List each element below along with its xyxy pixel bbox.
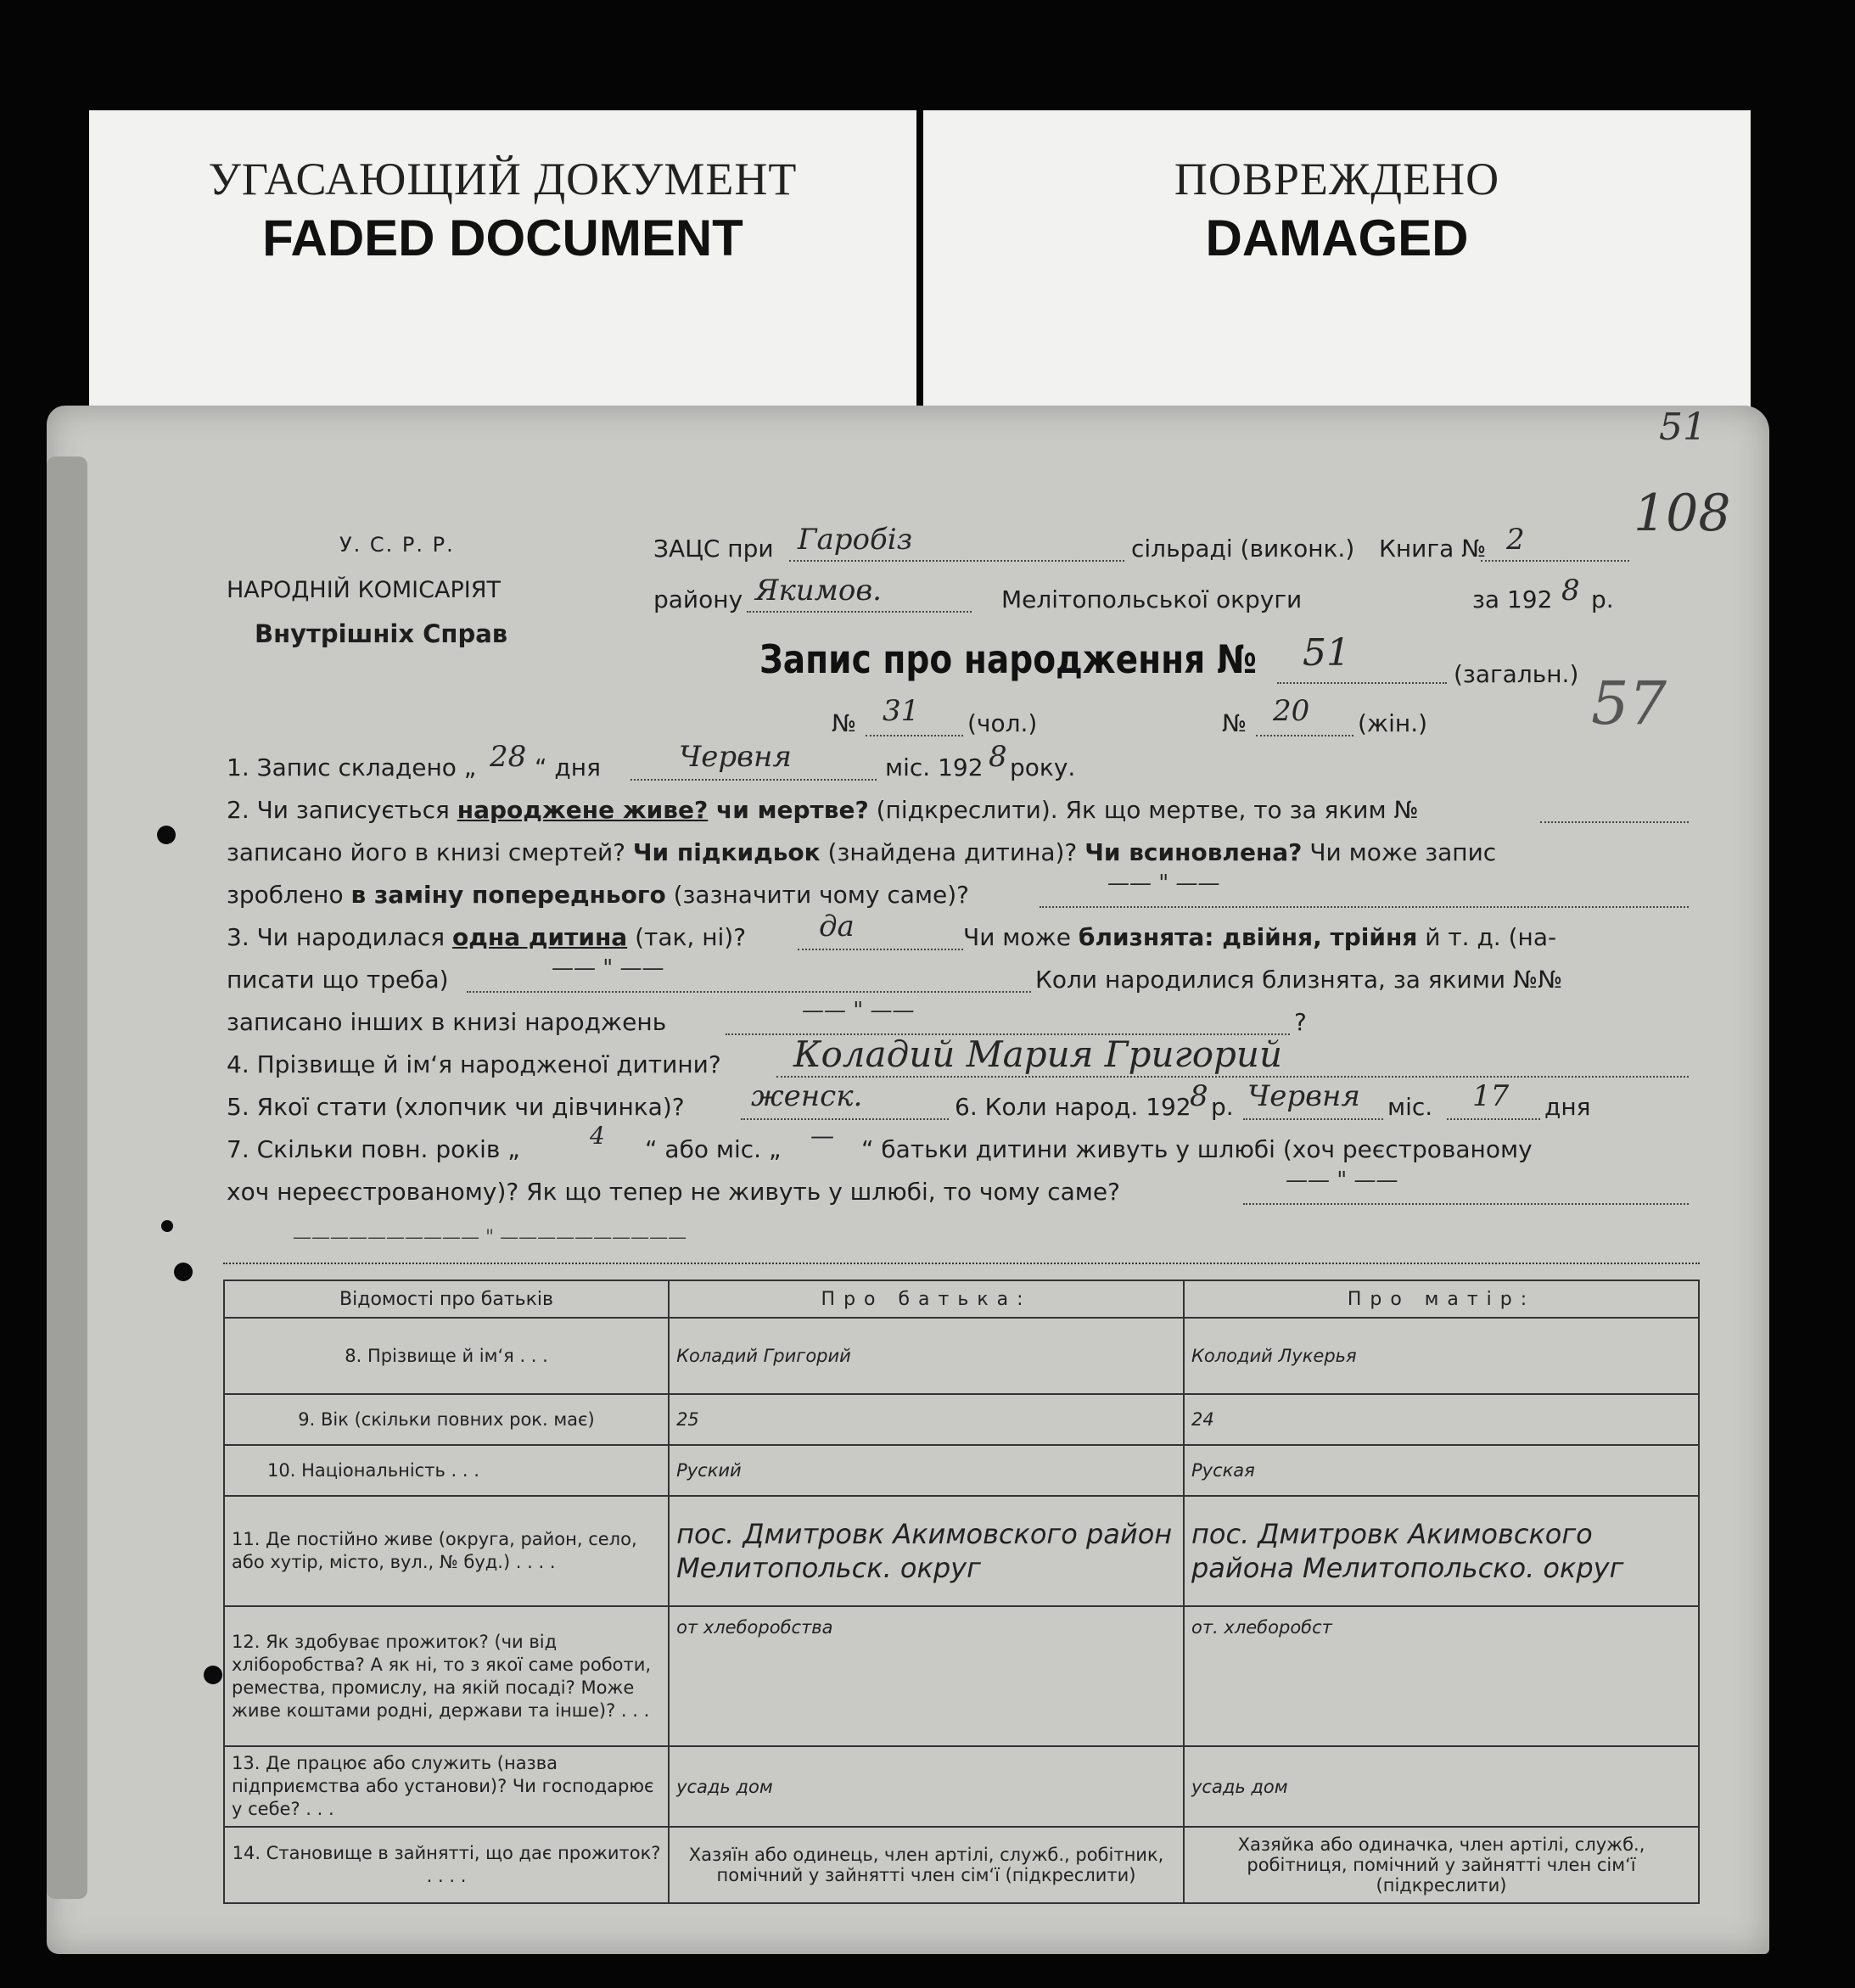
book-number: 2 [1506,523,1525,557]
table-row [224,1746,1699,1827]
mother-name: Колодий Лукерья [1184,1318,1699,1394]
birth-record-sheet [47,406,1769,1954]
row-label: 8. Прізвище й ім‘я . . . [224,1318,669,1394]
q7-line1-b: “ або міс. „ [645,1135,782,1163]
q3-line3: записано інших в книзі народжень [227,1008,667,1036]
header-mother: Про матір: [1184,1280,1699,1318]
sheet-worn-edge [47,456,87,1899]
table-row [224,1394,1699,1445]
q1-label: 1. Запис складено „ [227,753,477,781]
label-damaged-ru: ПОВРЕЖДЕНО [1174,154,1500,204]
q2-reason-dots [1040,906,1689,908]
margin-note-51: 51 [1659,406,1706,449]
punch-hole [174,1263,193,1281]
row-label: 14. Становище в зайнятті, що дає прожиток? . . . . [224,1827,669,1903]
q6-day-dots [1447,1118,1540,1120]
female-no-dots [1256,735,1353,736]
q1-day: 28 [490,740,527,774]
punch-hole [204,1666,222,1684]
father-livelihood: от хлеборобства [669,1606,1184,1746]
table-header-row [224,1280,1699,1318]
q7-continuation: —————————— " —————————— [293,1227,687,1248]
q4-label: 4. Прізвище й ім‘я народженої дитини? [227,1050,721,1078]
male-label: (чол.) [967,709,1038,737]
row-label: 13. Де працює або служить (назва підприємства або установи)? Чи господарює у себе? . . . [224,1746,669,1827]
father-age: 25 [669,1394,1184,1445]
q1-month: Червня [679,740,792,774]
district-value: Якимов. [755,574,882,608]
margin-note-108: 108 [1634,484,1731,543]
mother-residence: пос. Дмитровк Акимовского района Мелитопольско. округ [1184,1496,1699,1606]
male-no-value: 31 [883,694,920,728]
father-name: Коладий Григорий [669,1318,1184,1394]
father-nationality: Руский [669,1445,1184,1496]
general-label: (загальн.) [1454,660,1579,688]
zags-dots [789,560,1124,562]
row-label: 10. Національність . . . [224,1445,669,1496]
q1-month-dots [630,779,877,781]
q2-line1: 2. Чи записується народжене живе? чи мертве? (підкреслити). Як що мертве, то за яким № [227,796,1419,824]
birth-day: 17 [1472,1079,1510,1113]
q6-label: 6. Коли народ. 192 [955,1093,1191,1121]
q3-line2-b: Коли народилися близнята, за якими №№ [1035,966,1563,994]
q3-line2-a: писати що треба) [227,966,449,994]
q3-line3-end: ? [1294,1008,1307,1036]
parents-table [223,1280,1700,1904]
child-sex: женск. [751,1079,863,1113]
zags-label: ЗАЦС при [653,535,774,563]
q6-r: р. [1211,1093,1234,1121]
q3-single-dots [798,949,963,950]
q2-number-dots [1540,821,1689,823]
q2-line2: записано його в книзі смертей? Чи підкидьок (знайдена дитина)? Чи всиновлена? Чи може запис [227,838,1497,866]
father-residence: пос. Дмитровк Акимовского район Мелитопольск. округ [669,1496,1184,1606]
mother-livelihood: от. хлеборобст [1184,1606,1699,1746]
q3-twins-value: —— " —— [552,955,664,981]
header-father: Про батька: [669,1280,1184,1318]
q7-months: — [810,1122,834,1150]
mother-occupation-status: Хазяйка або одиначка, член артілі, служб., робітниця, помічний у зайнятті член сім‘ї (підкреслити) [1184,1827,1699,1903]
label-faded-en: FADED DOCUMENT [262,210,743,266]
father-occupation-status: Хазяїн або одинець, член артілі, служб., робітник, помічний у зайнятті член сім‘ї (підкреслити) [669,1827,1184,1903]
faded-document-label [89,110,916,416]
q5-label: 5. Якої стати (хлопчик чи дівчинка)? [227,1093,685,1121]
header-info: Відомості про батьків [224,1280,669,1318]
q1-mid: “ дня [535,753,601,781]
q6-dnia: дня [1544,1093,1591,1121]
child-name: Коладий Мария Григорий [793,1033,1283,1075]
year-label: за 192 [1472,585,1553,613]
year-value: 8 [1561,574,1580,608]
table-row [224,1496,1699,1606]
q3-others-value: —— " —— [802,998,915,1023]
separator-line [223,1263,1700,1264]
q3-line1: 3. Чи народилася одна дитина (так, ні)? [227,923,747,951]
table-row [224,1827,1699,1903]
year-suffix: р. [1591,585,1614,613]
record-title: Запис про народження № [759,636,1257,682]
table-row [224,1318,1699,1394]
q3-twins-dots [467,991,1031,993]
q6-mis: міс. [1387,1093,1433,1121]
q2-reason-value: —— " —— [1107,871,1220,896]
q6-year: 8 [1190,1079,1208,1113]
mother-workplace: усадь дом [1184,1746,1699,1827]
female-no-value: 20 [1273,694,1310,728]
header-ministry: Внутрішніх Справ [255,619,508,648]
q7-line1-a: 7. Скільки повн. років „ [227,1135,520,1163]
q7-years: 4 [590,1122,605,1150]
damaged-label [923,110,1751,416]
row-label: 11. Де постійно живе (округа, район, село, або хутір, місто, вул., № буд.) . . . . [224,1496,669,1606]
label-faded-ru: УГАСАЮЩИЙ ДОКУМЕНТ [208,154,798,204]
book-label: Книга № [1379,535,1487,563]
q1-end: року. [1010,753,1076,781]
q5-dots [741,1118,949,1120]
q6-month-dots [1243,1118,1383,1120]
birth-month: Червня [1247,1079,1360,1113]
q3-line1-rest: Чи може близнята: двійня, трійня й т. д. (на- [963,923,1557,951]
q7-line2: хоч нереєстрованому)? Як що тепер не живуть у шлюбі, то чому саме? [227,1178,1120,1206]
book-dots [1481,560,1629,562]
district-dots [747,611,972,613]
council-label: сільраді (виконк.) [1131,535,1355,563]
label-damaged-en: DAMAGED [1205,210,1469,266]
row-label: 12. Як здобуває прожиток? (чи від хліборобства? А як ні, то з якої саме роботи, ремества, промислу, на якій посаді? Може живе коштами родні, держави та інше)? . . . [224,1606,669,1746]
record-number: 51 [1303,631,1350,675]
q3-single-value: да [819,910,855,944]
q7-reason-value: —— " —— [1286,1168,1398,1193]
q2-line3: зроблено в заміну попереднього (зазначити чому саме)? [227,881,970,909]
punch-hole [161,1220,173,1232]
district-label: району [653,585,743,613]
male-no-label: № [832,709,857,737]
header-state: У. С. Р. Р. [339,533,455,557]
q1-year: 8 [989,740,1007,774]
mother-nationality: Руская [1184,1445,1699,1496]
q1-mis: міс. 192 [885,753,984,781]
table-row [224,1606,1699,1746]
row-label: 9. Вік (скільки повних рок. має) [224,1394,669,1445]
male-no-dots [866,735,963,736]
okrug-label: Мелітопольської округи [1001,585,1303,613]
zags-value: Гаробіз [798,523,913,557]
q7-line1-c: “ батьки дитини живуть у шлюбі (хоч реєстрованому [861,1135,1533,1163]
q4-dots [776,1076,1689,1078]
father-workplace: усадь дом [669,1746,1184,1827]
female-no-label: № [1222,709,1247,737]
table-row [224,1445,1699,1496]
q7-reason-dots [1243,1203,1689,1205]
mother-age: 24 [1184,1394,1699,1445]
record-number-dots [1277,682,1447,684]
header-commissariat: НАРОДНІЙ КОМІСАРІЯТ [227,577,501,603]
female-label: (жін.) [1358,709,1428,737]
punch-hole [157,826,176,844]
margin-note-57: 57 [1591,669,1667,738]
